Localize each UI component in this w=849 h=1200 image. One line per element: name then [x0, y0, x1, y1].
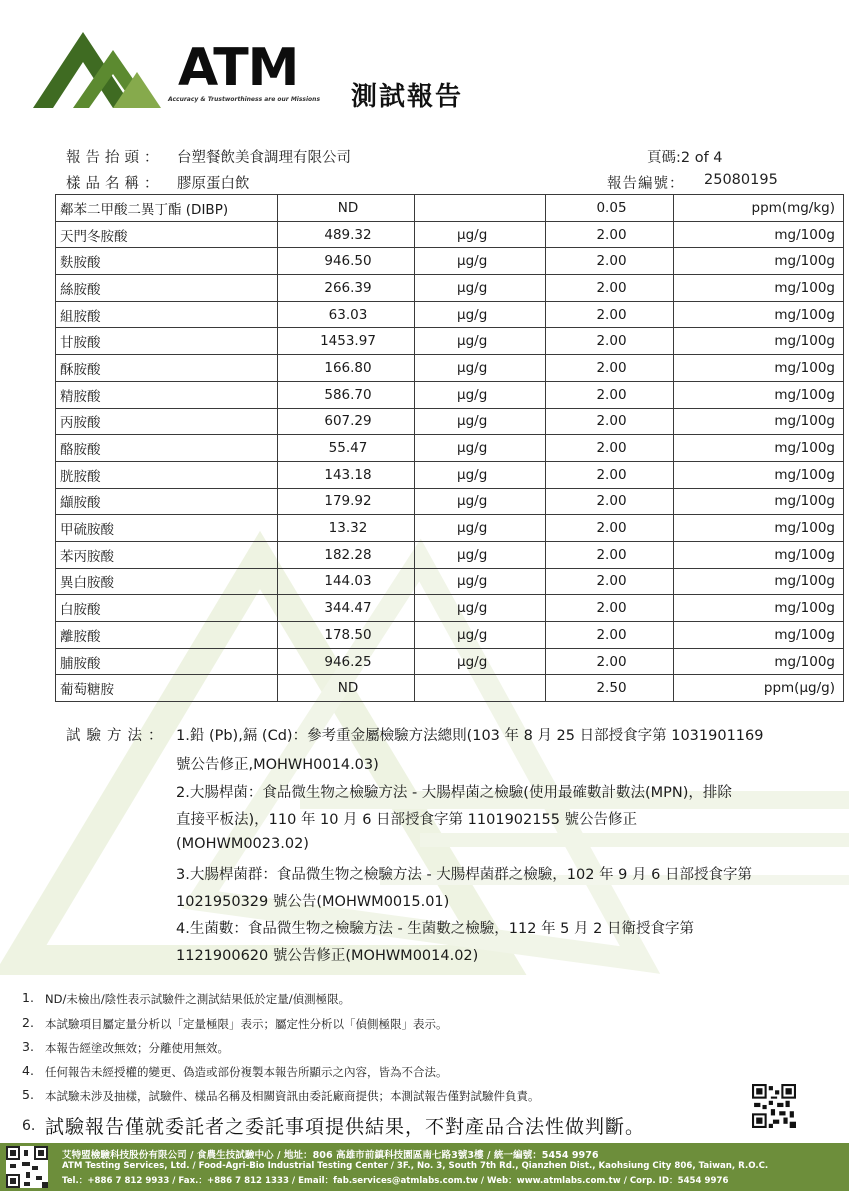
analyte-name-cell: 甲硫胺酸 — [56, 515, 278, 542]
unit-cell: μg/g — [415, 461, 546, 488]
limit-cell: 2.00 — [546, 381, 674, 408]
result-cell: 166.80 — [278, 355, 415, 382]
limit-cell: 2.00 — [546, 541, 674, 568]
note-number: 4. — [22, 1063, 34, 1078]
limit-unit-cell: mg/100g — [674, 381, 844, 408]
table-row — [56, 275, 844, 302]
note-text: 本試驗未涉及抽樣，試驗件、樣品名稱及相關資訊由委託廠商提供；本測試報告僅對試驗件負責。 — [45, 1089, 540, 1103]
analyte-name-cell: 鄰苯二甲酸二異丁酯 (DIBP) — [56, 195, 278, 222]
table-row — [56, 381, 844, 408]
logo-tagline: Accuracy & Trustworthiness are our Missions — [168, 96, 321, 103]
table-row — [56, 648, 844, 675]
limit-cell: 2.00 — [546, 461, 674, 488]
limit-unit-cell: mg/100g — [674, 648, 844, 675]
unit-cell: μg/g — [415, 541, 546, 568]
result-cell: 178.50 — [278, 622, 415, 649]
limit-cell: 2.00 — [546, 408, 674, 435]
result-cell: 63.03 — [278, 301, 415, 328]
report-no-label: 報告編號： — [607, 176, 685, 192]
footer-company-en: ATM Testing Services, Ltd. / Food-Agri-Bio Industrial Testing Center / 3F., No. 3, South 7th Rd., Qianzhen Dist., Kaohsiung City 806, Taiwan, R.O.C. — [62, 1161, 769, 1171]
limit-unit-cell: mg/100g — [674, 435, 844, 462]
table-row — [56, 461, 844, 488]
limit-cell: 2.00 — [546, 488, 674, 515]
limit-unit-cell: mg/100g — [674, 622, 844, 649]
table-row — [56, 248, 844, 275]
method-line: (MOHWM0023.02) — [176, 836, 309, 852]
table-row — [56, 355, 844, 382]
limit-cell: 2.50 — [546, 675, 674, 702]
table-row — [56, 622, 844, 649]
table-row — [56, 515, 844, 542]
limit-cell: 2.00 — [546, 515, 674, 542]
note-text: 本試驗項目屬定量分析以「定量極限」表示；屬定性分析以「偵側極限」表示。 — [45, 1017, 448, 1031]
limit-cell: 2.00 — [546, 435, 674, 462]
note-text: ND/未檢出/陰性表示試驗件之測試結果低於定量/偵測極限。 — [45, 992, 351, 1006]
table-row — [56, 435, 844, 462]
analyte-name-cell: 離胺酸 — [56, 622, 278, 649]
limit-cell: 0.05 — [546, 195, 674, 222]
note-number: 5. — [22, 1087, 34, 1102]
result-cell: 13.32 — [278, 515, 415, 542]
limit-unit-cell: mg/100g — [674, 461, 844, 488]
result-cell: 586.70 — [278, 381, 415, 408]
limit-cell: 2.00 — [546, 221, 674, 248]
unit-cell: μg/g — [415, 301, 546, 328]
analyte-name-cell: 丙胺酸 — [56, 408, 278, 435]
analyte-name-cell: 白胺酸 — [56, 595, 278, 622]
limit-unit-cell: mg/100g — [674, 275, 844, 302]
atm-logo-icon — [33, 28, 173, 108]
note-number: 1. — [22, 990, 34, 1005]
method-line: 1.鉛 (Pb),鎘 (Cd)：參考重金屬檢驗方法總則(103 年 8 月 25 日部授食字第 1031901169 — [176, 728, 764, 744]
footer-company-zh: 艾特盟檢驗科技股份有限公司 / 食農生技試驗中心 / 地址：806 高雄市前鎮科技園區南七路3號3樓 / 統一編號：5454 9976 — [62, 1150, 599, 1161]
logo-wordmark: ATM — [178, 38, 299, 98]
method-line: 號公告修正,MOHWH0014.03) — [176, 757, 379, 773]
table-row — [56, 568, 844, 595]
analyte-name-cell: 甘胺酸 — [56, 328, 278, 355]
analyte-name-cell: 脯胺酸 — [56, 648, 278, 675]
note-number: 6. — [22, 1118, 36, 1134]
limit-cell: 2.00 — [546, 301, 674, 328]
unit-cell: μg/g — [415, 248, 546, 275]
unit-cell — [415, 195, 546, 222]
analyte-name-cell: 絲胺酸 — [56, 275, 278, 302]
analyte-name-cell: 麩胺酸 — [56, 248, 278, 275]
limit-cell: 2.00 — [546, 355, 674, 382]
analyte-name-cell: 異白胺酸 — [56, 568, 278, 595]
result-cell: 182.28 — [278, 541, 415, 568]
method-label: 試驗方法： — [66, 728, 169, 744]
limit-cell: 2.00 — [546, 568, 674, 595]
unit-cell: μg/g — [415, 595, 546, 622]
client-label: 報告抬頭： — [66, 150, 164, 166]
result-cell: 489.32 — [278, 221, 415, 248]
note-text-emphasis: 試驗報告僅就委託者之委託事項提供結果，不對產品合法性做判斷。 — [45, 1116, 646, 1138]
result-cell: 179.92 — [278, 488, 415, 515]
qr-code-icon — [752, 1084, 796, 1128]
unit-cell: μg/g — [415, 435, 546, 462]
method-line: 直接平板法)，110 年 10 月 6 日部授食字第 1101902155 號公告修正 — [176, 812, 638, 828]
footer-qr-code-icon — [6, 1146, 48, 1188]
result-cell: 946.50 — [278, 248, 415, 275]
table-row — [56, 541, 844, 568]
page-number: 頁碼:2 of 4 — [647, 150, 723, 166]
table-row — [56, 195, 844, 222]
unit-cell — [415, 675, 546, 702]
unit-cell: μg/g — [415, 275, 546, 302]
result-cell: ND — [278, 195, 415, 222]
table-row — [56, 675, 844, 702]
analyte-name-cell: 酪胺酸 — [56, 435, 278, 462]
table-row — [56, 328, 844, 355]
result-cell: 946.25 — [278, 648, 415, 675]
analyte-name-cell: 葡萄糖胺 — [56, 675, 278, 702]
method-line: 4.生菌數：食品微生物之檢驗方法 - 生菌數之檢驗，112 年 5 月 2 日衛授食字第 — [176, 921, 694, 937]
analyte-name-cell: 精胺酸 — [56, 381, 278, 408]
note-text: 任何報告未經授權的變更、偽造或部份複製本報告所顯示之內容，皆為不合法。 — [45, 1065, 448, 1079]
analyte-name-cell: 天門冬胺酸 — [56, 221, 278, 248]
results-table — [55, 194, 844, 702]
result-cell: 55.47 — [278, 435, 415, 462]
limit-cell: 2.00 — [546, 595, 674, 622]
note-text: 本報告經塗改無效；分離使用無效。 — [45, 1041, 229, 1055]
client-value: 台塑餐飲美食調理有限公司 — [177, 150, 351, 166]
limit-unit-cell: mg/100g — [674, 515, 844, 542]
unit-cell: μg/g — [415, 568, 546, 595]
table-row — [56, 595, 844, 622]
result-cell: 344.47 — [278, 595, 415, 622]
result-cell: 266.39 — [278, 275, 415, 302]
method-line: 2.大腸桿菌：食品微生物之檢驗方法 - 大腸桿菌之檢驗(使用最確數計數法(MPN)，排除 — [176, 785, 732, 801]
unit-cell: μg/g — [415, 648, 546, 675]
limit-unit-cell: mg/100g — [674, 408, 844, 435]
method-line: 1121900620 號公告修正(MOHWM0014.02) — [176, 948, 479, 964]
results-table-body — [56, 195, 844, 702]
table-row — [56, 488, 844, 515]
limit-unit-cell: mg/100g — [674, 488, 844, 515]
limit-unit-cell: mg/100g — [674, 301, 844, 328]
limit-unit-cell: mg/100g — [674, 248, 844, 275]
limit-cell: 2.00 — [546, 622, 674, 649]
result-cell: ND — [278, 675, 415, 702]
result-cell: 143.18 — [278, 461, 415, 488]
limit-unit-cell: ppm(mg/kg) — [674, 195, 844, 222]
note-number: 3. — [22, 1039, 34, 1054]
analyte-name-cell: 酥胺酸 — [56, 355, 278, 382]
limit-unit-cell: mg/100g — [674, 595, 844, 622]
limit-unit-cell: mg/100g — [674, 221, 844, 248]
result-cell: 607.29 — [278, 408, 415, 435]
sample-label: 樣品名稱： — [66, 176, 164, 192]
sample-value: 膠原蛋白飲 — [177, 176, 250, 192]
footer-contact: Tel.：+886 7 812 9933 / Fax.：+886 7 812 1333 / Email：fab.services@atmlabs.com.tw / Web：www.atmlabs.com.tw / Corp. ID：5454 9976 — [62, 1176, 729, 1186]
table-row — [56, 408, 844, 435]
unit-cell: μg/g — [415, 381, 546, 408]
page-title: 測試報告 — [351, 82, 464, 112]
analyte-name-cell: 組胺酸 — [56, 301, 278, 328]
table-row — [56, 301, 844, 328]
report-no-value: 25080195 — [704, 172, 778, 188]
result-cell: 1453.97 — [278, 328, 415, 355]
unit-cell: μg/g — [415, 221, 546, 248]
method-line: 1021950329 號公告(MOHWM0015.01) — [176, 894, 450, 910]
limit-unit-cell: mg/100g — [674, 568, 844, 595]
limit-cell: 2.00 — [546, 648, 674, 675]
limit-unit-cell: mg/100g — [674, 328, 844, 355]
limit-unit-cell: mg/100g — [674, 355, 844, 382]
result-cell: 144.03 — [278, 568, 415, 595]
note-number: 2. — [22, 1015, 34, 1030]
limit-cell: 2.00 — [546, 328, 674, 355]
unit-cell: μg/g — [415, 488, 546, 515]
limit-unit-cell: ppm(μg/g) — [674, 675, 844, 702]
unit-cell: μg/g — [415, 355, 546, 382]
analyte-name-cell: 苯丙胺酸 — [56, 541, 278, 568]
unit-cell: μg/g — [415, 408, 546, 435]
analyte-name-cell: 纈胺酸 — [56, 488, 278, 515]
limit-unit-cell: mg/100g — [674, 541, 844, 568]
unit-cell: μg/g — [415, 622, 546, 649]
limit-cell: 2.00 — [546, 248, 674, 275]
table-row — [56, 221, 844, 248]
analyte-name-cell: 胱胺酸 — [56, 461, 278, 488]
unit-cell: μg/g — [415, 515, 546, 542]
unit-cell: μg/g — [415, 328, 546, 355]
limit-cell: 2.00 — [546, 275, 674, 302]
method-line: 3.大腸桿菌群：食品微生物之檢驗方法 - 大腸桿菌群之檢驗，102 年 9 月 6 日部授食字第 — [176, 867, 752, 883]
